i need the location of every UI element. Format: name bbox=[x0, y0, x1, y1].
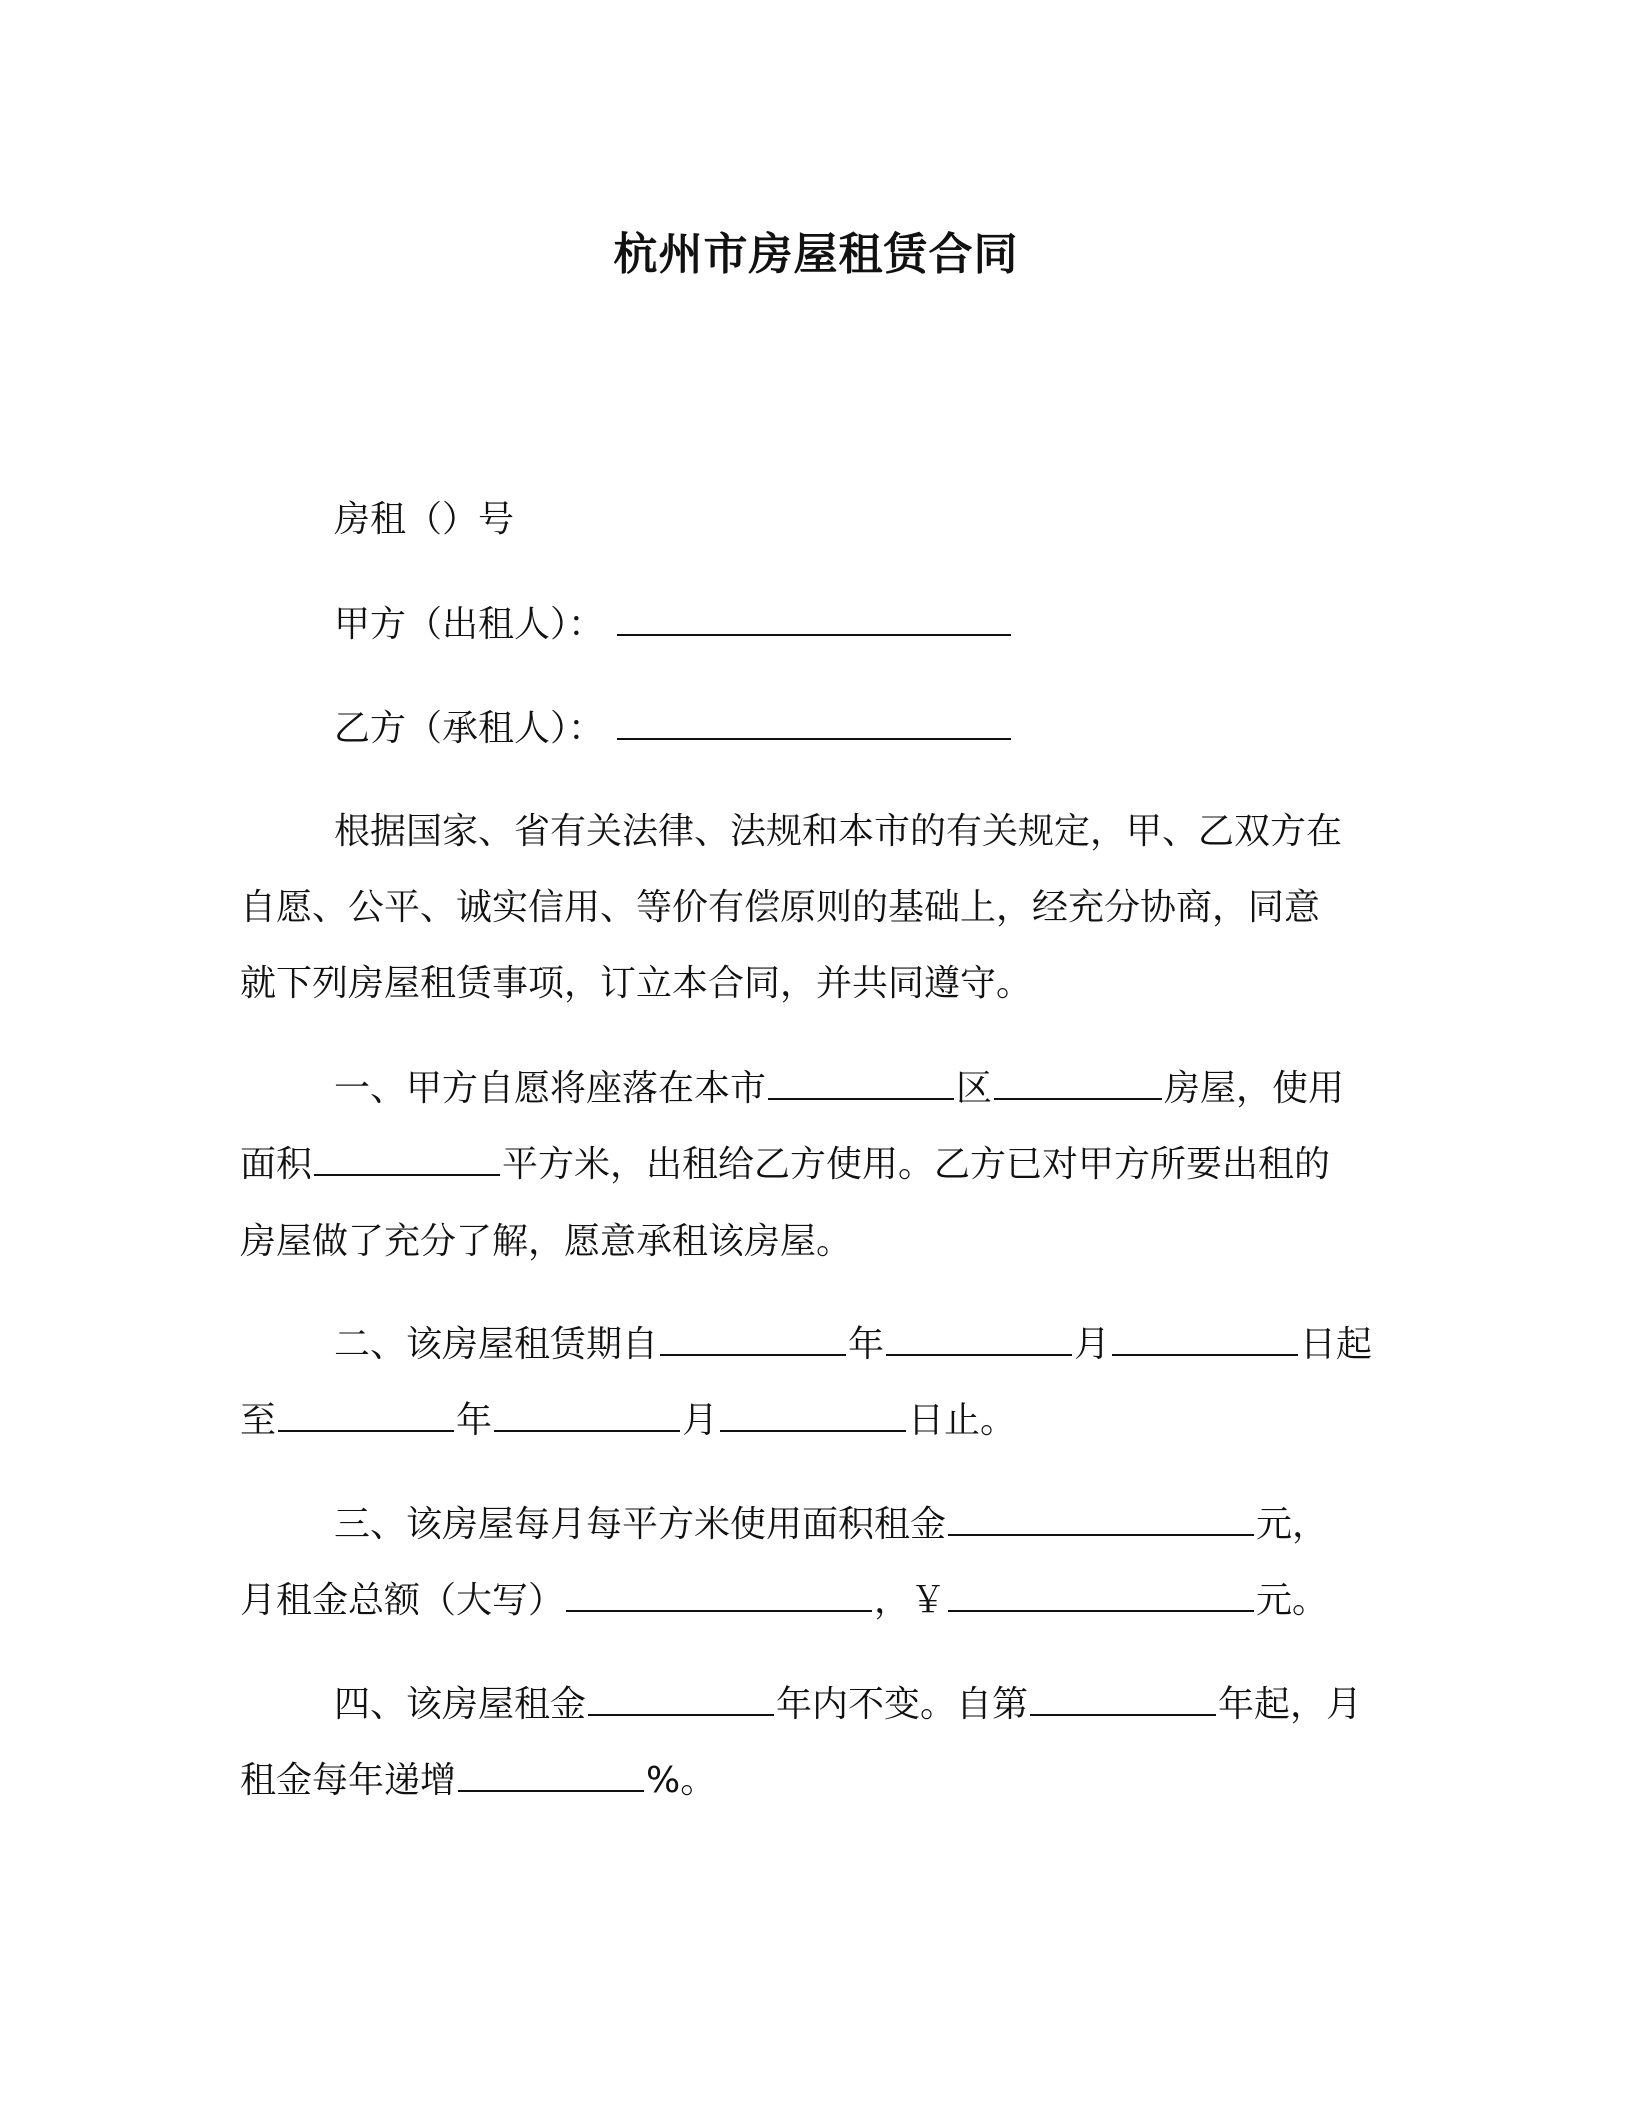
clause3-text-c: ，￥ bbox=[874, 1580, 947, 1621]
party-b-blank[interactable] bbox=[617, 704, 1011, 740]
contract-number bbox=[334, 496, 1474, 544]
clause2-year-2: 年 bbox=[456, 1400, 493, 1441]
clause2-year-1: 年 bbox=[848, 1324, 885, 1365]
clause3-text-a: 三、该房屋每月每平方米使用面积租金 bbox=[334, 1504, 947, 1545]
end-month-blank[interactable] bbox=[494, 1396, 680, 1432]
rent-fixed-years-blank[interactable] bbox=[588, 1680, 774, 1716]
start-day-blank[interactable] bbox=[1112, 1320, 1298, 1356]
monthly-rent-words-blank[interactable] bbox=[566, 1576, 872, 1612]
clause4-line-2 bbox=[240, 1756, 1380, 1805]
clause2-line-2 bbox=[240, 1396, 1380, 1445]
start-year-blank[interactable] bbox=[660, 1320, 846, 1356]
clause3-yuan-end: 元。 bbox=[1256, 1580, 1329, 1621]
clause2-day-from: 日起 bbox=[1300, 1324, 1373, 1365]
clause1-text-a: 一、甲方自愿将座落在本市 bbox=[334, 1068, 767, 1109]
start-month-blank[interactable] bbox=[886, 1320, 1072, 1356]
clause4-text-c: 年起，月 bbox=[1218, 1684, 1363, 1725]
increase-rate-blank[interactable] bbox=[458, 1756, 644, 1792]
clause1-line-2 bbox=[240, 1140, 1380, 1189]
preamble-line-1: 根据国家、省有关法律、法规和本市的有关规定，甲、乙双方在 bbox=[334, 811, 1343, 852]
end-year-blank[interactable] bbox=[278, 1396, 454, 1432]
clause2-line-1 bbox=[334, 1320, 1474, 1369]
clause4-text-e: %。 bbox=[646, 1760, 717, 1801]
rent-per-sqm-blank[interactable] bbox=[948, 1500, 1254, 1536]
house-location-blank[interactable] bbox=[994, 1064, 1162, 1100]
increase-start-year-blank[interactable] bbox=[1030, 1680, 1216, 1716]
contract-number-text: 房租（）号 bbox=[334, 499, 515, 540]
clause4-text-d: 租金每年递增 bbox=[240, 1760, 457, 1801]
party-a-blank[interactable] bbox=[617, 600, 1011, 636]
clause3-yuan-comma: 元， bbox=[1256, 1504, 1329, 1545]
clause1-line-3: 房屋做了充分了解，愿意承租该房屋。 bbox=[240, 1221, 853, 1262]
party-b-line bbox=[334, 704, 1474, 753]
clause4-text-b: 年内不变。自第 bbox=[776, 1684, 1029, 1725]
clause1-line-1 bbox=[334, 1064, 1474, 1113]
document-title: 杭州市房屋租赁合同 bbox=[613, 229, 1019, 280]
clause1-text-b: 区 bbox=[956, 1068, 993, 1109]
clause1-text-c: 房屋，使用 bbox=[1164, 1068, 1345, 1109]
clause2-month-1: 月 bbox=[1074, 1324, 1111, 1365]
clause3-line-2 bbox=[240, 1576, 1380, 1625]
party-a-label: 甲方（出租人）： bbox=[334, 604, 605, 645]
party-b-label: 乙方（承租人）： bbox=[334, 708, 605, 749]
clause4-text-a: 四、该房屋租金 bbox=[334, 1684, 587, 1725]
clause4-line-1 bbox=[334, 1680, 1474, 1729]
area-blank[interactable] bbox=[314, 1140, 500, 1176]
end-day-blank[interactable] bbox=[720, 1396, 906, 1432]
party-a-line bbox=[334, 600, 1474, 649]
district-blank[interactable] bbox=[768, 1064, 954, 1100]
clause2-day-to: 日止。 bbox=[908, 1400, 1017, 1441]
clause3-line-1 bbox=[334, 1500, 1474, 1549]
clause2-to: 至 bbox=[240, 1400, 277, 1441]
clause1-text-e: 平方米，出租给乙方使用。乙方已对甲方所要出租的 bbox=[502, 1144, 1331, 1185]
clause2-month-2: 月 bbox=[682, 1400, 719, 1441]
preamble-line-2: 自愿、公平、诚实信用、等价有偿原则的基础上，经充分协商，同意 bbox=[240, 887, 1321, 928]
clause3-text-b: 月租金总额（大写） bbox=[240, 1580, 565, 1621]
monthly-rent-amount-blank[interactable] bbox=[948, 1576, 1254, 1612]
clause1-text-d: 面积 bbox=[240, 1144, 313, 1185]
clause2-text-a: 二、该房屋租赁期自 bbox=[334, 1324, 659, 1365]
preamble-line-3: 就下列房屋租赁事项，订立本合同，并共同遵守。 bbox=[240, 963, 1033, 1004]
